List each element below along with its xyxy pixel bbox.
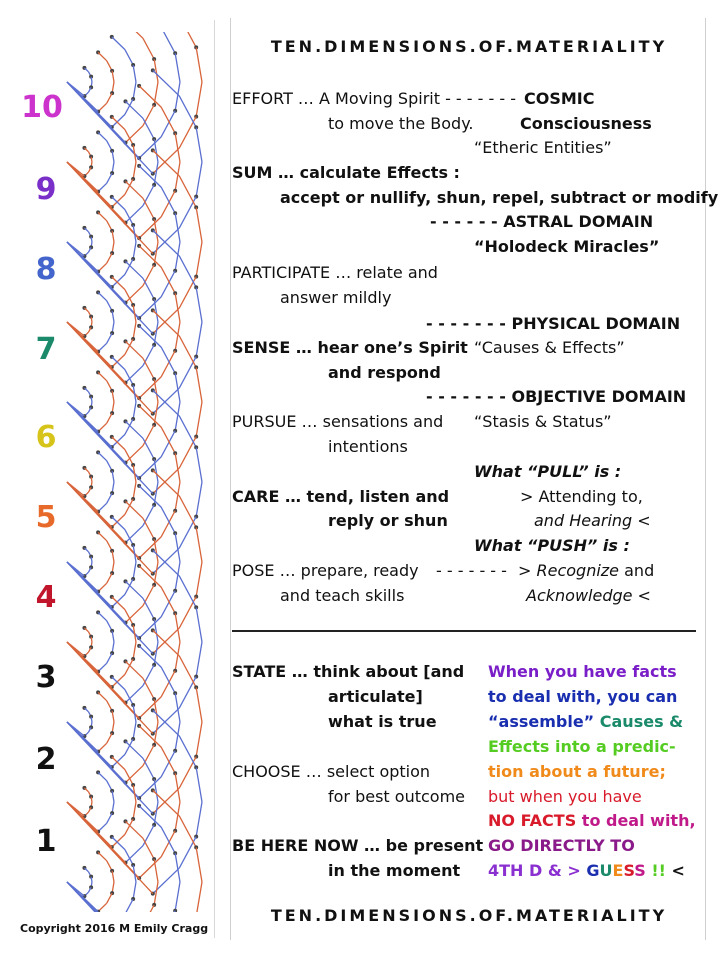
lattice-line: [143, 358, 154, 379]
lattice-line: [179, 96, 196, 127]
lattice-line: [67, 882, 125, 912]
etheric-entities: “Etheric Entities”: [474, 138, 612, 157]
lattice-line: [143, 598, 154, 619]
lattice-line: [143, 758, 154, 779]
lattice-line: [112, 311, 114, 322]
dimension-lattice-graphic: [62, 32, 222, 912]
lattice-line: [196, 162, 202, 197]
lattice-line: [175, 53, 180, 82]
lattice-line: [98, 372, 107, 380]
lattice-line: [98, 52, 107, 60]
sense-line-2: and respond: [328, 363, 441, 382]
sum-line: SUM … calculate Effects :: [232, 163, 460, 182]
lattice-line: [161, 427, 175, 453]
lattice-line: [107, 493, 112, 503]
lattice-line: [196, 322, 202, 357]
stasis-status: “Stasis & Status”: [474, 412, 612, 431]
astral-domain: - - - - - - ASTRAL DOMAIN: [430, 212, 654, 231]
lattice-line: [84, 468, 88, 472]
dimension-5: 5: [35, 500, 57, 535]
lattice-line: [91, 157, 92, 162]
lattice-line: [107, 333, 112, 343]
dimension-9: 9: [35, 172, 57, 207]
colored-text-1: When you have facts: [488, 662, 677, 681]
objective-domain: - - - - - - - OBJECTIVE DOMAIN: [426, 387, 687, 406]
sum-line-2: accept or nullify, shun, repel, subtract or modify: [280, 188, 719, 207]
lattice-line: [112, 631, 114, 642]
lattice-line: [196, 447, 202, 482]
lattice-line: [196, 607, 202, 642]
lattice-line: [112, 471, 114, 482]
lattice-line: [125, 32, 143, 38]
dimension-4: 4: [35, 580, 57, 615]
colored-line-3: [488, 712, 683, 731]
lattice-line: [112, 515, 125, 528]
state-line-2: articulate]: [328, 687, 423, 706]
pose-line-2: and teach skills: [280, 586, 405, 605]
lattice-line: [196, 242, 202, 277]
lattice-line: [143, 438, 154, 459]
participate-line-2: answer mildly: [280, 288, 392, 307]
dimension-6: 6: [35, 420, 57, 455]
choose-line-2: for best outcome: [328, 787, 465, 806]
lattice-line: [133, 722, 136, 739]
lattice-line: [112, 835, 125, 848]
colored-line-5: [488, 762, 666, 781]
dimension-2: 2: [35, 742, 57, 777]
lattice-line: [196, 882, 202, 912]
guess-u: U: [599, 861, 613, 880]
lattice-line: [161, 751, 175, 777]
care-line-2: reply or shun: [328, 511, 448, 530]
lattice-line: [98, 292, 107, 300]
lattice-line: [107, 253, 112, 263]
lattice-line: [161, 107, 175, 133]
lattice-line: [98, 452, 107, 460]
physical-domain: - - - - - - - PHYSICAL DOMAIN: [426, 314, 681, 333]
lattice-line: [196, 527, 202, 562]
lattice-line: [112, 757, 125, 770]
colored-line-6: [488, 787, 642, 806]
lattice-line: [98, 852, 107, 860]
lattice-line: [125, 821, 143, 838]
colored-line-2: [488, 687, 677, 706]
lattice-line: [125, 446, 143, 463]
lattice-line: [133, 82, 136, 99]
lattice-line: [112, 517, 125, 530]
causes-effects: “Causes & Effects”: [474, 338, 625, 357]
lattice-line: [196, 402, 202, 437]
lattice-line: [84, 388, 88, 392]
lattice-line: [125, 846, 143, 863]
lattice-line: [161, 431, 175, 457]
lattice-line: [196, 767, 202, 802]
lattice-line: [179, 677, 196, 708]
consciousness-label: Consciousness: [520, 114, 652, 133]
guess-e: E: [612, 861, 624, 880]
lattice-line: [91, 77, 92, 82]
lattice-line: [125, 261, 143, 278]
lattice-line: [196, 482, 202, 517]
colored-text-3b: Causes &: [594, 712, 684, 731]
lattice-line: [112, 597, 125, 610]
lattice-line: [179, 496, 196, 527]
lattice-line: [196, 287, 202, 322]
holodeck-miracles: “Holodeck Miracles”: [474, 237, 660, 256]
colored-text-8: GO DIRECTLY TO: [488, 836, 635, 855]
lattice-line: [84, 868, 88, 872]
be-here-now-line-2: in the moment: [328, 861, 461, 880]
lattice-line: [84, 788, 88, 792]
acknowledge: Acknowledge <: [526, 586, 651, 605]
lattice-line: [84, 228, 88, 232]
colored-text-7b: to deal with,: [576, 811, 696, 830]
state-line: STATE … think about [and: [232, 662, 465, 681]
colored-text-9a: 4TH D & >: [488, 861, 587, 880]
lattice-line: [133, 882, 136, 899]
recognize-text: > Recognize: [518, 561, 620, 580]
care-line: CARE … tend, listen and: [232, 487, 450, 506]
pursue-line: PURSUE … sensations and: [232, 412, 444, 431]
lattice-line: [133, 162, 136, 179]
lattice-line: [98, 612, 107, 620]
lattice-line: [112, 355, 125, 368]
lattice-line: [143, 678, 154, 699]
lattice-line: [179, 117, 196, 148]
lattice-line: [112, 357, 125, 370]
lattice-line: [179, 176, 196, 207]
lattice-line: [125, 501, 143, 518]
pose-line: POSE … prepare, ready: [232, 561, 419, 580]
lattice-line: [125, 526, 143, 543]
participate-line: PARTICIPATE … relate and: [232, 263, 438, 282]
lattice-line: [112, 595, 125, 608]
lattice-line: [98, 212, 107, 220]
dimension-3: 3: [35, 660, 57, 695]
colored-text-3a: “assemble”: [488, 712, 595, 731]
lattice-line: [179, 357, 196, 388]
dimension-8: 8: [35, 252, 57, 287]
lattice-line: [161, 831, 175, 857]
lattice-line: [161, 271, 175, 297]
lattice-line: [196, 802, 202, 837]
lattice-line: [179, 277, 196, 308]
lattice-line: [112, 151, 114, 162]
guess-exclaim: !!: [645, 861, 672, 880]
lattice-line: [196, 367, 202, 402]
copyright-text: Copyright 2016 M Emily Cragg: [20, 922, 209, 935]
lattice-line: [179, 576, 196, 607]
lattice-line: [84, 628, 88, 632]
lattice-line: [125, 49, 133, 65]
lattice-line: [98, 132, 107, 140]
lattice-line: [179, 736, 196, 767]
lattice-line: [125, 421, 143, 438]
lattice-line: [107, 813, 112, 823]
lattice-line: [161, 667, 175, 693]
lattice-line: [179, 517, 196, 548]
colored-line-9: [488, 861, 685, 880]
lattice-line: [91, 557, 92, 562]
choose-line: CHOOSE … select option: [232, 762, 431, 781]
guess-end: <: [671, 861, 685, 880]
lattice-line: [125, 741, 143, 758]
lattice-line: [91, 317, 92, 322]
lattice-line: [91, 877, 92, 882]
lattice-line: [179, 32, 196, 47]
lattice-line: [179, 416, 196, 447]
pose-dashes: - - - - - - -: [436, 561, 507, 580]
lattice-line: [179, 256, 196, 287]
lattice-line: [125, 766, 143, 783]
lattice-line: [133, 65, 136, 82]
lattice-line: [112, 195, 125, 208]
lattice-line: [179, 197, 196, 228]
lattice-line: [143, 118, 154, 139]
lattice-line: [143, 198, 154, 219]
lattice-line: [91, 477, 92, 482]
lattice-line: [112, 115, 125, 128]
effort-line-2: to move the Body.: [328, 114, 474, 133]
lattice-line: [112, 791, 114, 802]
lattice-line: [161, 351, 175, 377]
lattice-line: [143, 38, 154, 59]
lattice-line: [125, 181, 143, 198]
section-divider: [232, 630, 696, 632]
sense-line: SENSE … hear one’s Spirit: [232, 338, 468, 357]
lattice-line: [112, 437, 125, 450]
lattice-line: [112, 275, 125, 288]
lattice-line: [143, 518, 154, 539]
lattice-line: [133, 802, 136, 819]
lattice-line: [107, 413, 112, 423]
lattice-line: [196, 562, 202, 597]
lattice-line: [112, 117, 125, 130]
lattice-line: [112, 231, 114, 242]
lattice-line: [196, 47, 202, 82]
attending-to: > Attending to,: [520, 487, 643, 506]
lattice-line: [107, 733, 112, 743]
effort-line: EFFORT … A Moving Spirit - - - - - - -: [232, 89, 516, 108]
lattice-line: [107, 93, 112, 103]
lattice-line: [98, 532, 107, 540]
lattice-line: [125, 581, 143, 598]
lattice-line: [133, 402, 136, 419]
lattice-line: [179, 336, 196, 367]
lattice-line: [179, 437, 196, 468]
lattice-line: [112, 197, 125, 210]
lattice-line: [125, 366, 143, 383]
lattice-line: [179, 837, 196, 868]
lattice-line: [112, 677, 125, 690]
lattice-line: [84, 548, 88, 552]
lattice-line: [196, 722, 202, 757]
lattice-line: [112, 391, 114, 402]
lattice-line: [161, 347, 175, 373]
lattice-line: [179, 656, 196, 687]
lattice-line: [139, 86, 161, 107]
lattice-line: [112, 871, 114, 882]
lattice-line: [161, 111, 175, 137]
guess-s1: S: [623, 861, 635, 880]
lattice-line: [196, 127, 202, 162]
colored-line-1: [488, 662, 677, 681]
lattice-line: [125, 606, 143, 623]
lattice-line: [91, 717, 92, 722]
lattice-line: [107, 893, 112, 903]
lattice-line: [161, 187, 175, 213]
lattice-line: [139, 857, 161, 878]
lattice-line: [98, 772, 107, 780]
lattice-line: [91, 237, 92, 242]
lattice-line: [179, 757, 196, 788]
recognize-line: [518, 561, 654, 580]
lattice-line: [98, 692, 107, 700]
colored-text-5: tion about a future;: [488, 762, 666, 781]
lattice-line: [112, 711, 114, 722]
colored-line-4: [488, 737, 676, 756]
lattice-line: [107, 653, 112, 663]
pursue-line-2: intentions: [328, 437, 408, 456]
dimension-1: 1: [35, 824, 57, 859]
guess-s2: S: [634, 861, 646, 880]
dimension-7: 7: [35, 332, 57, 367]
lattice-line: [91, 397, 92, 402]
lattice-line: [161, 32, 175, 53]
pull-heading: What “PULL” is :: [474, 462, 622, 481]
lattice-line: [125, 206, 143, 223]
state-line-3: what is true: [328, 712, 437, 731]
lattice-line: [112, 37, 125, 50]
lattice-line: [112, 277, 125, 290]
lattice-line: [91, 797, 92, 802]
lattice-line: [84, 708, 88, 712]
lattice-line: [179, 816, 196, 847]
lattice-line: [161, 591, 175, 617]
lattice-line: [133, 242, 136, 259]
lattice-line: [196, 642, 202, 677]
lattice-line: [196, 82, 202, 117]
lattice-line: [161, 587, 175, 613]
lattice-line: [84, 148, 88, 152]
dimension-10: 10: [21, 90, 63, 125]
lattice-line: [161, 511, 175, 537]
lattice-line: [84, 68, 88, 72]
lattice-line: [125, 661, 143, 678]
lattice-line: [112, 435, 125, 448]
lattice-line: [125, 686, 143, 703]
lattice-line: [112, 755, 125, 768]
lattice-line: [161, 671, 175, 697]
lattice-line: [161, 827, 175, 853]
lattice-line: [125, 286, 143, 303]
lattice-line: [196, 207, 202, 242]
title-top: TEN.DIMENSIONS.OF.MATERIALITY: [270, 37, 668, 56]
lattice-line: [133, 642, 136, 659]
lattice-line: [112, 837, 125, 850]
lattice-line: [196, 687, 202, 722]
colored-text-6: but when you have: [488, 787, 642, 806]
colored-line-7: [488, 811, 696, 830]
lattice-line: [161, 191, 175, 217]
lattice-line: [125, 899, 133, 912]
lattice-line: [196, 847, 202, 882]
lattice-line: [179, 597, 196, 628]
colored-text-2: to deal with, you can: [488, 687, 678, 706]
lattice-line: [161, 507, 175, 533]
lattice-line: [112, 71, 114, 82]
lattice-line: [107, 573, 112, 583]
lattice-line: [125, 101, 143, 118]
lattice-line: [143, 838, 154, 859]
lattice-line: [175, 882, 180, 911]
title-bottom: TEN.DIMENSIONS.OF.MATERIALITY: [270, 906, 668, 925]
lattice-line: [91, 637, 92, 642]
lattice-line: [143, 278, 154, 299]
guess-g: G: [586, 861, 600, 880]
lattice-line: [112, 551, 114, 562]
be-here-now-line: BE HERE NOW … be present: [232, 836, 484, 855]
lattice-line: [133, 482, 136, 499]
recognize-and: and: [619, 561, 655, 580]
lattice-line: [161, 747, 175, 773]
colored-line-8: [488, 836, 635, 855]
colored-text-4: Effects into a predic-: [488, 737, 676, 756]
lattice-line: [84, 308, 88, 312]
lattice-line: [161, 911, 175, 912]
lattice-line: [125, 341, 143, 358]
colored-text-7a: NO FACTS: [488, 811, 577, 830]
lattice-line: [107, 173, 112, 183]
lattice-line: [133, 562, 136, 579]
lattice-line: [161, 267, 175, 293]
lattice-line: [125, 126, 143, 143]
lattice-line: [112, 675, 125, 688]
and-hearing: and Hearing <: [534, 511, 651, 530]
cosmic-label: COSMIC: [524, 89, 595, 108]
push-heading: What “PUSH” is :: [474, 536, 630, 555]
lattice-line: [133, 322, 136, 339]
